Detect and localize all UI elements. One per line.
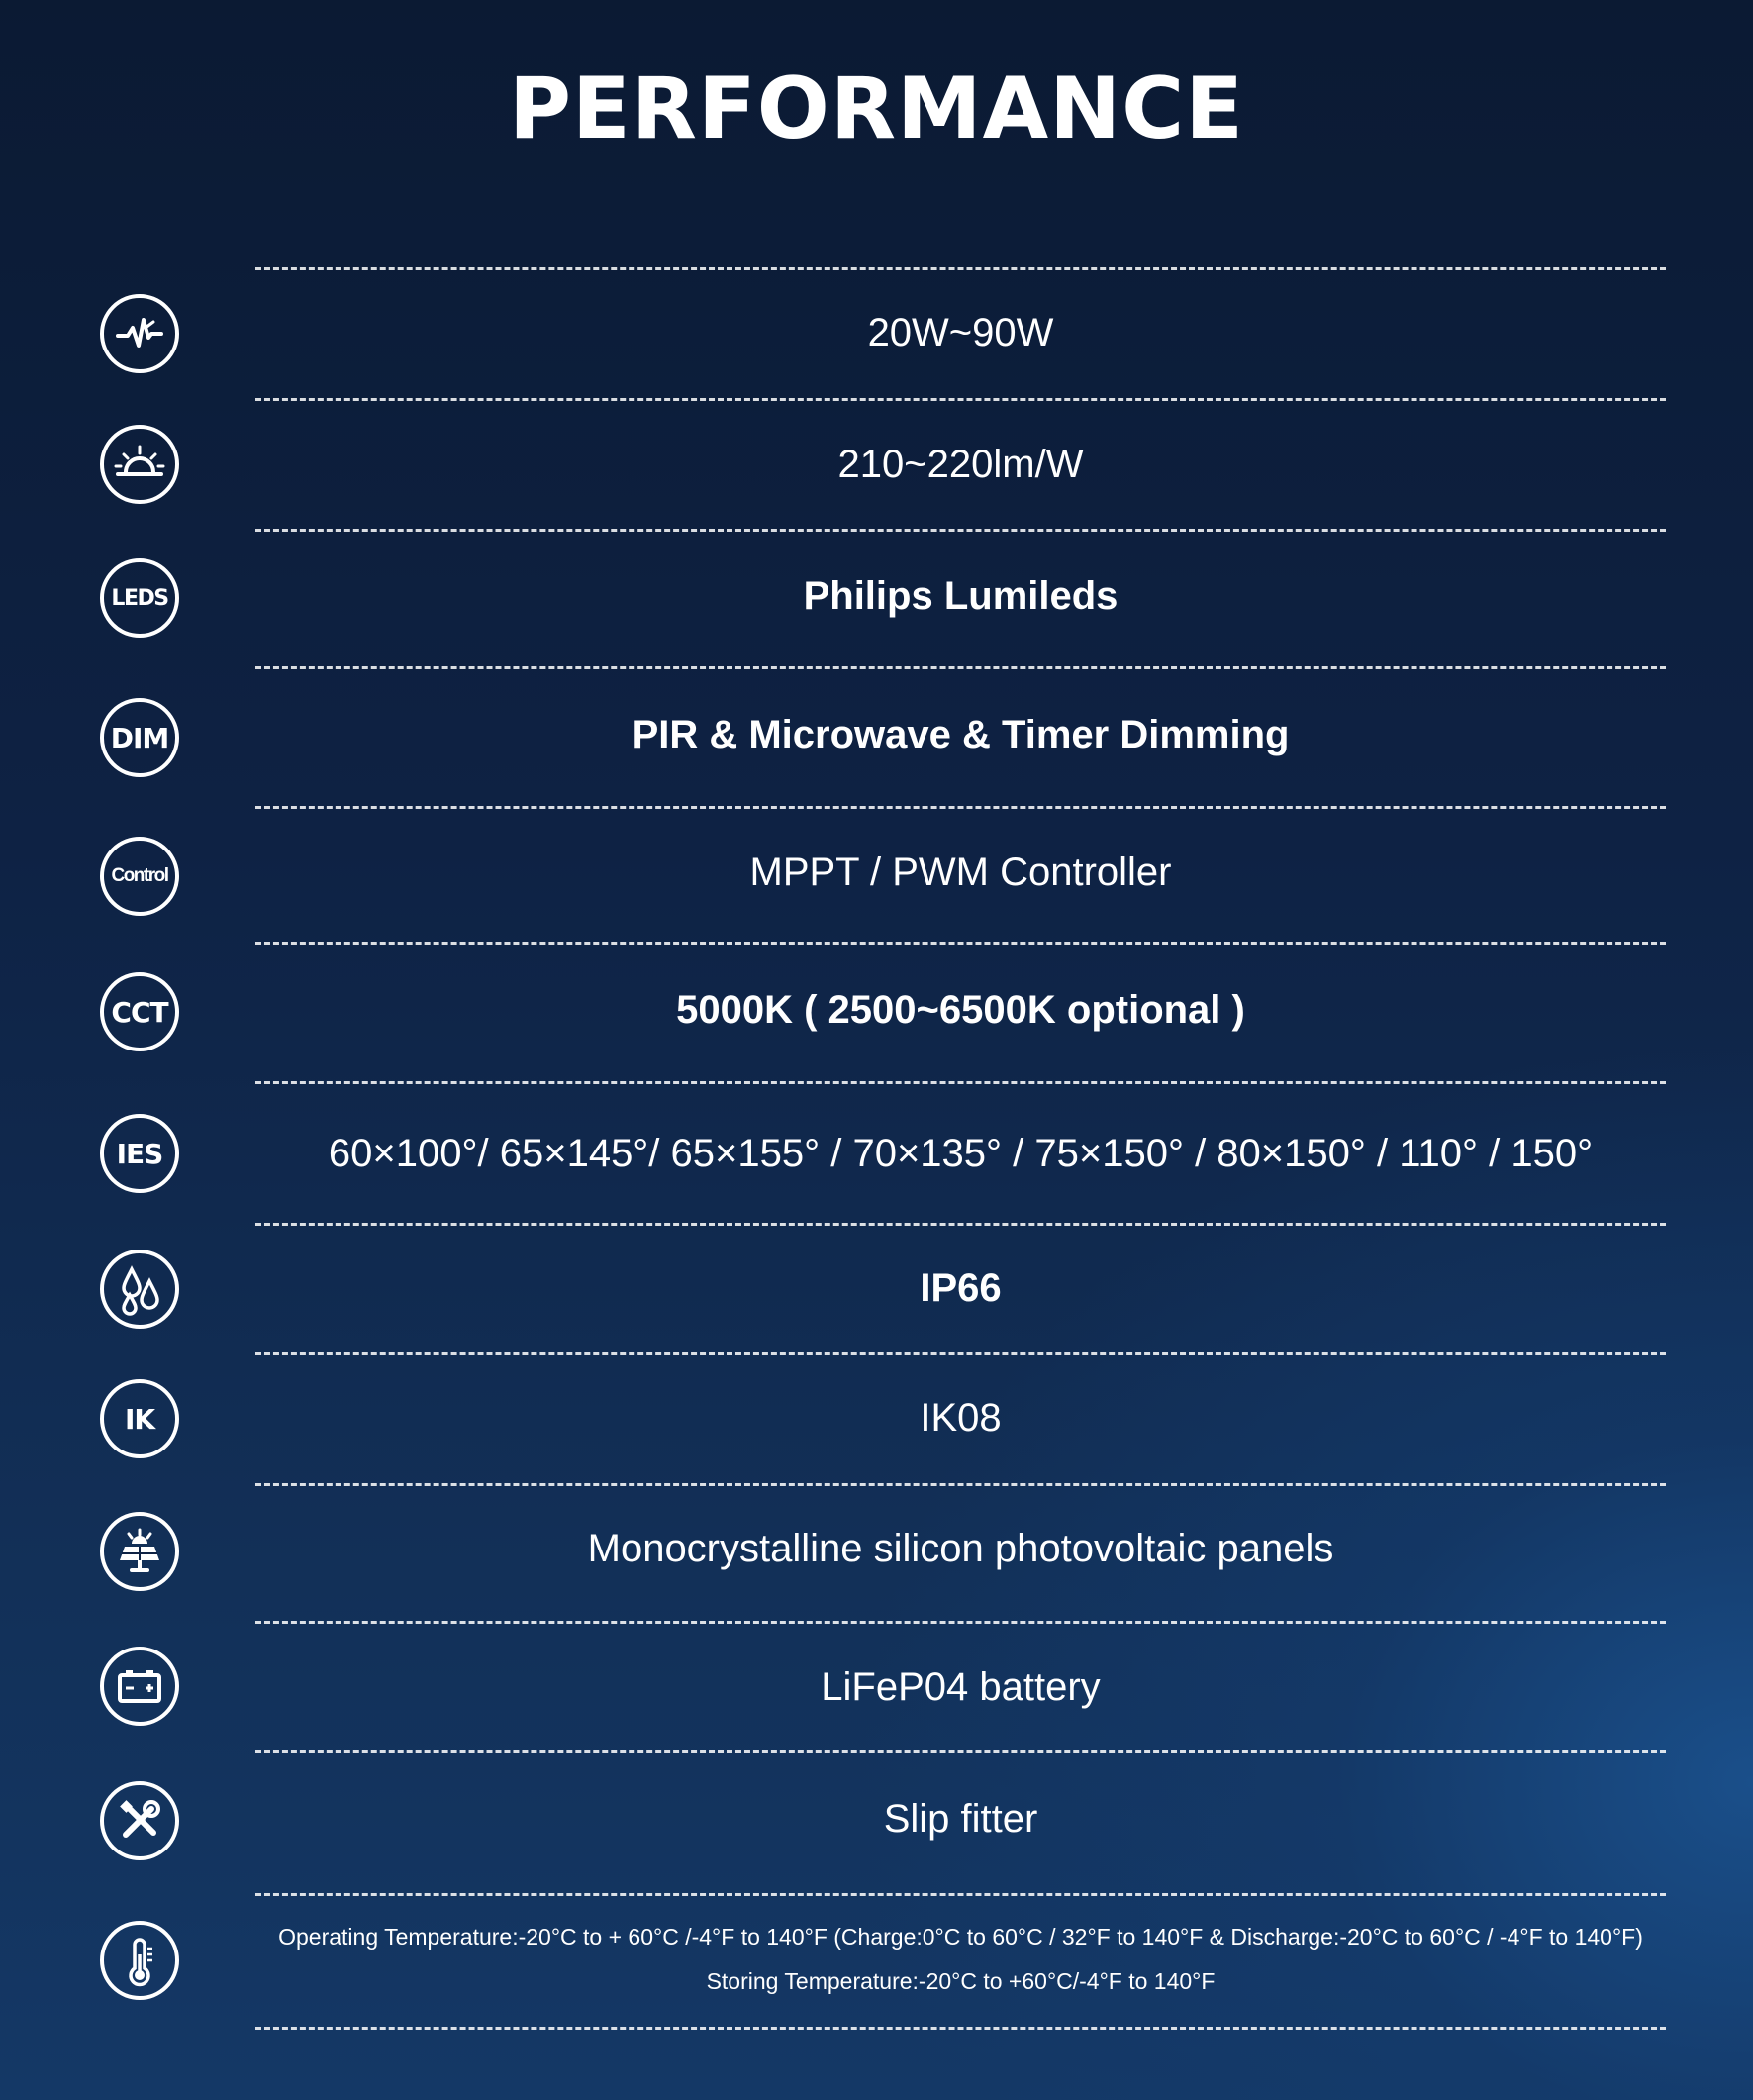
power-wave-icon <box>100 294 179 373</box>
divider <box>255 398 1666 401</box>
sunrise-efficacy-icon <box>100 425 179 504</box>
solar-panel-value: Monocrystalline silicon photovoltaic panels <box>587 1527 1334 1570</box>
water-drops-icon <box>100 1250 179 1329</box>
page-title: PERFORMANCE <box>508 59 1245 158</box>
solar-panel-icon <box>100 1512 179 1591</box>
cct-value: 5000K ( 2500~6500K optional ) <box>676 988 1245 1032</box>
thermometer-icon <box>100 1921 179 2000</box>
divider <box>255 529 1666 532</box>
divider <box>255 1483 1666 1486</box>
divider <box>255 806 1666 809</box>
ik-rating-value: IK08 <box>920 1396 1002 1440</box>
mounting-value: Slip fitter <box>883 1797 1038 1841</box>
ip-rating-value: IP66 <box>920 1266 1002 1310</box>
power-value: 20W~90W <box>867 311 1054 354</box>
divider <box>255 1750 1666 1753</box>
storing-temperature: Storing Temperature:-20°C to +60°C/-4°F to 140°F <box>706 1968 1216 1994</box>
divider <box>255 1081 1666 1084</box>
divider <box>255 1893 1666 1896</box>
divider <box>255 1352 1666 1355</box>
leds-icon: LEDS <box>100 558 179 638</box>
led-source-value: Philips Lumileds <box>803 574 1119 618</box>
divider <box>255 267 1666 270</box>
temperature-block <box>255 1915 1666 2004</box>
dim-icon: DIM <box>100 698 179 777</box>
cct-icon: CCT <box>100 972 179 1051</box>
battery-value: LiFeP04 battery <box>821 1665 1101 1709</box>
divider <box>255 666 1666 669</box>
ies-icon: IES <box>100 1114 179 1193</box>
efficacy-value: 210~220lm/W <box>837 443 1084 486</box>
controller-value: MPPT / PWM Controller <box>749 850 1172 894</box>
divider <box>255 942 1666 945</box>
operating-temperature: Operating Temperature:-20°C to + 60°C /-4°F to 140°F (Charge:0°C to 60°C / 32°F to 140°F & Discharge:-20°C to 60°C / -4°F to 140°F) <box>278 1924 1643 1950</box>
beam-angle-value: 60×100°/ 65×145°/ 65×155° / 70×135° / 75×150° / 80×150° / 110° / 150° <box>328 1132 1594 1175</box>
divider <box>255 1621 1666 1624</box>
tools-icon <box>100 1781 179 1860</box>
control-icon: Control <box>100 837 179 916</box>
divider <box>255 1223 1666 1226</box>
divider <box>255 2027 1666 2030</box>
battery-icon <box>100 1647 179 1726</box>
ik-icon: IK <box>100 1379 179 1458</box>
dimming-value: PIR & Microwave & Timer Dimming <box>632 713 1290 756</box>
